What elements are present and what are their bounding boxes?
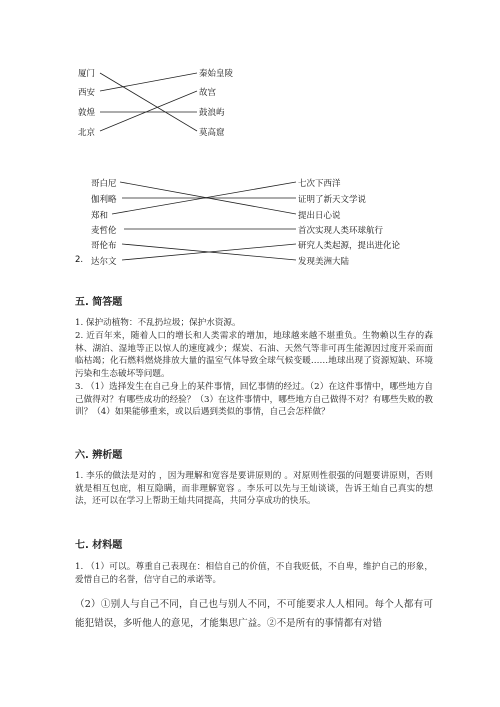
match-1-left-item: 厦门 [78,69,96,79]
match-2-right-item: 首次实现人类环球航行 [298,226,384,236]
section-6-title: 六. 辨析题 [75,450,123,461]
section-7-title: 七. 材料题 [75,540,123,551]
match-2-right-item: 七次下西洋 [298,179,341,189]
match-2-left-item: 哥白尼 [91,179,117,189]
section-7-answer-1: 1. （1）可以。尊重自己表现在：相信自己的价值，不自我贬低，不自卑，维护自己的形象，爱惜自己的名誉，信守自己的承诺等。 [75,562,433,585]
section-5-answer-2: 2. 近百年来，随着人口的增长和人类需求的增加，地球越来越不堪重负。生物赖以生存的森林、湖泊、湿地等正以惊人的速度减少；煤炭、石油、天然气等非可再生能源因过度开采而面临枯竭；化石燃料燃烧排放大量的温室气体导致全球气候变暖……地球出现了资源短缺、环境污染和生态破坏等问题。 [75,331,433,379]
match-2-left-item: 哥伦布 [91,241,117,251]
match-2-right-item: 提出日心说 [298,211,341,221]
match-1-left-item: 敦煌 [78,108,96,118]
match-2-left-item: 达尔文 [91,257,117,267]
match-1-left-item: 西安 [78,88,96,98]
match-2-left-item: 麦哲伦 [91,226,117,236]
match-1-right-item: 秦始皇陵 [199,69,234,79]
match-2-right-item: 证明了新天文学说 [298,195,367,205]
match-2-number: 2. [75,255,84,265]
section-5-answer-1: 1. 保护动植物：不乱扔垃圾；保护水资源。 [75,318,241,328]
section-6-answer: 1. 李乐的做法是对的 ，因为理解和宽容是要讲原则的 。对原则性很强的问题要讲原则，否则就是相互包庇，相互隐瞒，而非理解宽容 。李乐可以先与王灿谈谈，告诉王灿自己真实的想法，还可以在学习上帮助王灿共同提高，共同分享成功的快乐。 [75,471,433,507]
match-1-right-item: 鼓浪屿 [199,108,225,118]
match-2-right-item: 研究人类起源，提出进化论 [298,241,401,251]
match-2-left-item: 伽利略 [91,195,117,205]
match-1-left-item: 北京 [78,128,96,138]
match-1-right-item: 故宫 [199,88,217,98]
section-5-answer-3: 3. （1）选择发生在自己身上的某件事情，回忆事情的经过。（2）在这件事情中，哪些地方自己做得对？有哪些成功的经验？（3）在这件事情中，哪些地方自己做得不对？有哪些失败的教训？（4）如果能够重来，或以后遇到类似的事情，自己会怎样做？ [75,382,433,418]
section-5-title: 五. 简答题 [75,297,123,308]
match-2-left-item: 郑和 [91,211,109,221]
section-7-answer-2: （2）①别人与自己不同，自己也与别人不同，不可能要求人人相同。每个人都有可能犯错误，多听他人的意见，才能集思广益。②不是所有的事情都有对错 [75,599,433,629]
match-2-right-item: 发现美洲大陆 [298,257,350,267]
match-1-right-item: 莫高窟 [199,128,225,138]
